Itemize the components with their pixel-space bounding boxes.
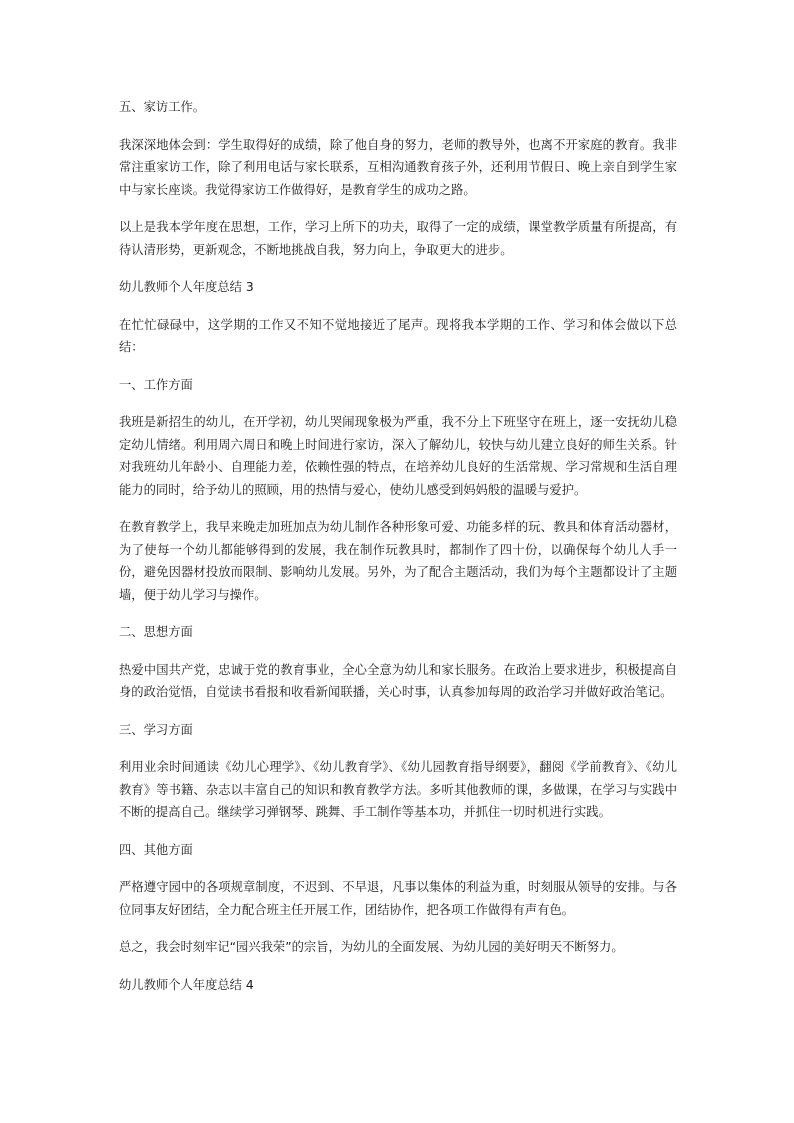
section-heading-study: 三、学习方面 — [119, 722, 193, 737]
paragraph: 在忙忙碌碌中，这学期的工作又不知不觉地接近了尾声。现将我本学期的工作、学习和体会做以下总结： — [119, 317, 677, 354]
paragraph: 我深深地体会到：学生取得好的成绩，除了他自身的努力，老师的教导外，也离不开家庭的教育。我非常注重家访工作，除了利用电话与家长联系，互相沟通教育孩子外，还利用节假日、晚上亲自到学生家中与家长座谈。我觉得家访工作做得好，是教育学生的成功之路。 — [119, 137, 677, 197]
section-heading-thought: 二、思想方面 — [119, 625, 193, 639]
document-body — [119, 96, 677, 996]
section-heading-home-visits: 五、家访工作。 — [119, 100, 206, 114]
paragraph: 利用业余时间通读《幼儿心理学》、《幼儿教育学》、《幼儿园教育指导纲要》，翻阅《学前教育》、《幼儿教育》等书籍、杂志以丰富自己的知识和教育教学方法。多听其他教师的课，多做课，在学习与实践中不断的提高自己。继续学习弹钢琴、跳舞、手工制作等基本功，并抓住一切时机进行实践。 — [119, 760, 677, 819]
article-title-summary-3: 幼儿教师个人年度总结 3 — [119, 280, 254, 294]
paragraph: 以上是我本学年度在思想，工作，学习上所下的功夫，取得了一定的成绩，课堂教学质量有所提高，有待认清形势，更新观念，不断地挑战自我，努力向上，争取更大的进步。 — [119, 220, 677, 257]
paragraph: 严格遵守园中的各项规章制度，不迟到、不早退，凡事以集体的利益为重，时刻服从领导的安排。与各位同事友好团结，全力配合班主任开展工作，团结协作，把各项工作做得有声有色。 — [119, 880, 677, 917]
article-title-summary-4: 幼儿教师个人年度总结 4 — [119, 977, 254, 992]
section-heading-other: 四、其他方面 — [119, 842, 193, 857]
section-heading-work: 一、工作方面 — [119, 377, 193, 392]
paragraph: 在教育教学上，我早来晚走加班加点为幼儿制作各种形象可爱、功能多样的玩、教具和体育活动器材，为了使每一个幼儿都能够得到的发展，我在制作玩教具时，都制作了四十份，以确保每个幼儿人手一份，避免因器材投放而限制、影响幼儿发展。另外，为了配合主题活动，我们为每个主题都设计了主题墙，便于幼儿学习与操作。 — [119, 520, 677, 602]
paragraph: 热爱中国共产党，忠诚于党的教育事业，全心全意为幼儿和家长服务。在政治上要求进步，积极提高自身的政治觉悟，自觉读书看报和收看新闻联播，关心时事，认真参加每周的政治学习并做好政治笔记。 — [119, 662, 677, 699]
paragraph: 总之，我会时刻牢记“园兴我荣”的宗旨，为幼儿的全面发展、为幼儿园的美好明天不断努力。 — [119, 940, 624, 954]
paragraph: 我班是新招生的幼儿，在开学初，幼儿哭闹现象极为严重，我不分上下班坚守在班上，逐一安抚幼儿稳定幼儿情绪。利用周六周日和晚上时间进行家访，深入了解幼儿，较快与幼儿建立良好的师生关系。针对我班幼儿年龄小、自理能力差，依赖性强的特点，在培养幼儿良好的生活常规、学习常规和生活自理能力的同时，给予幼儿的照顾，用的热情与爱心，使幼儿感受到妈妈般的温暖与爱护。 — [119, 415, 677, 497]
